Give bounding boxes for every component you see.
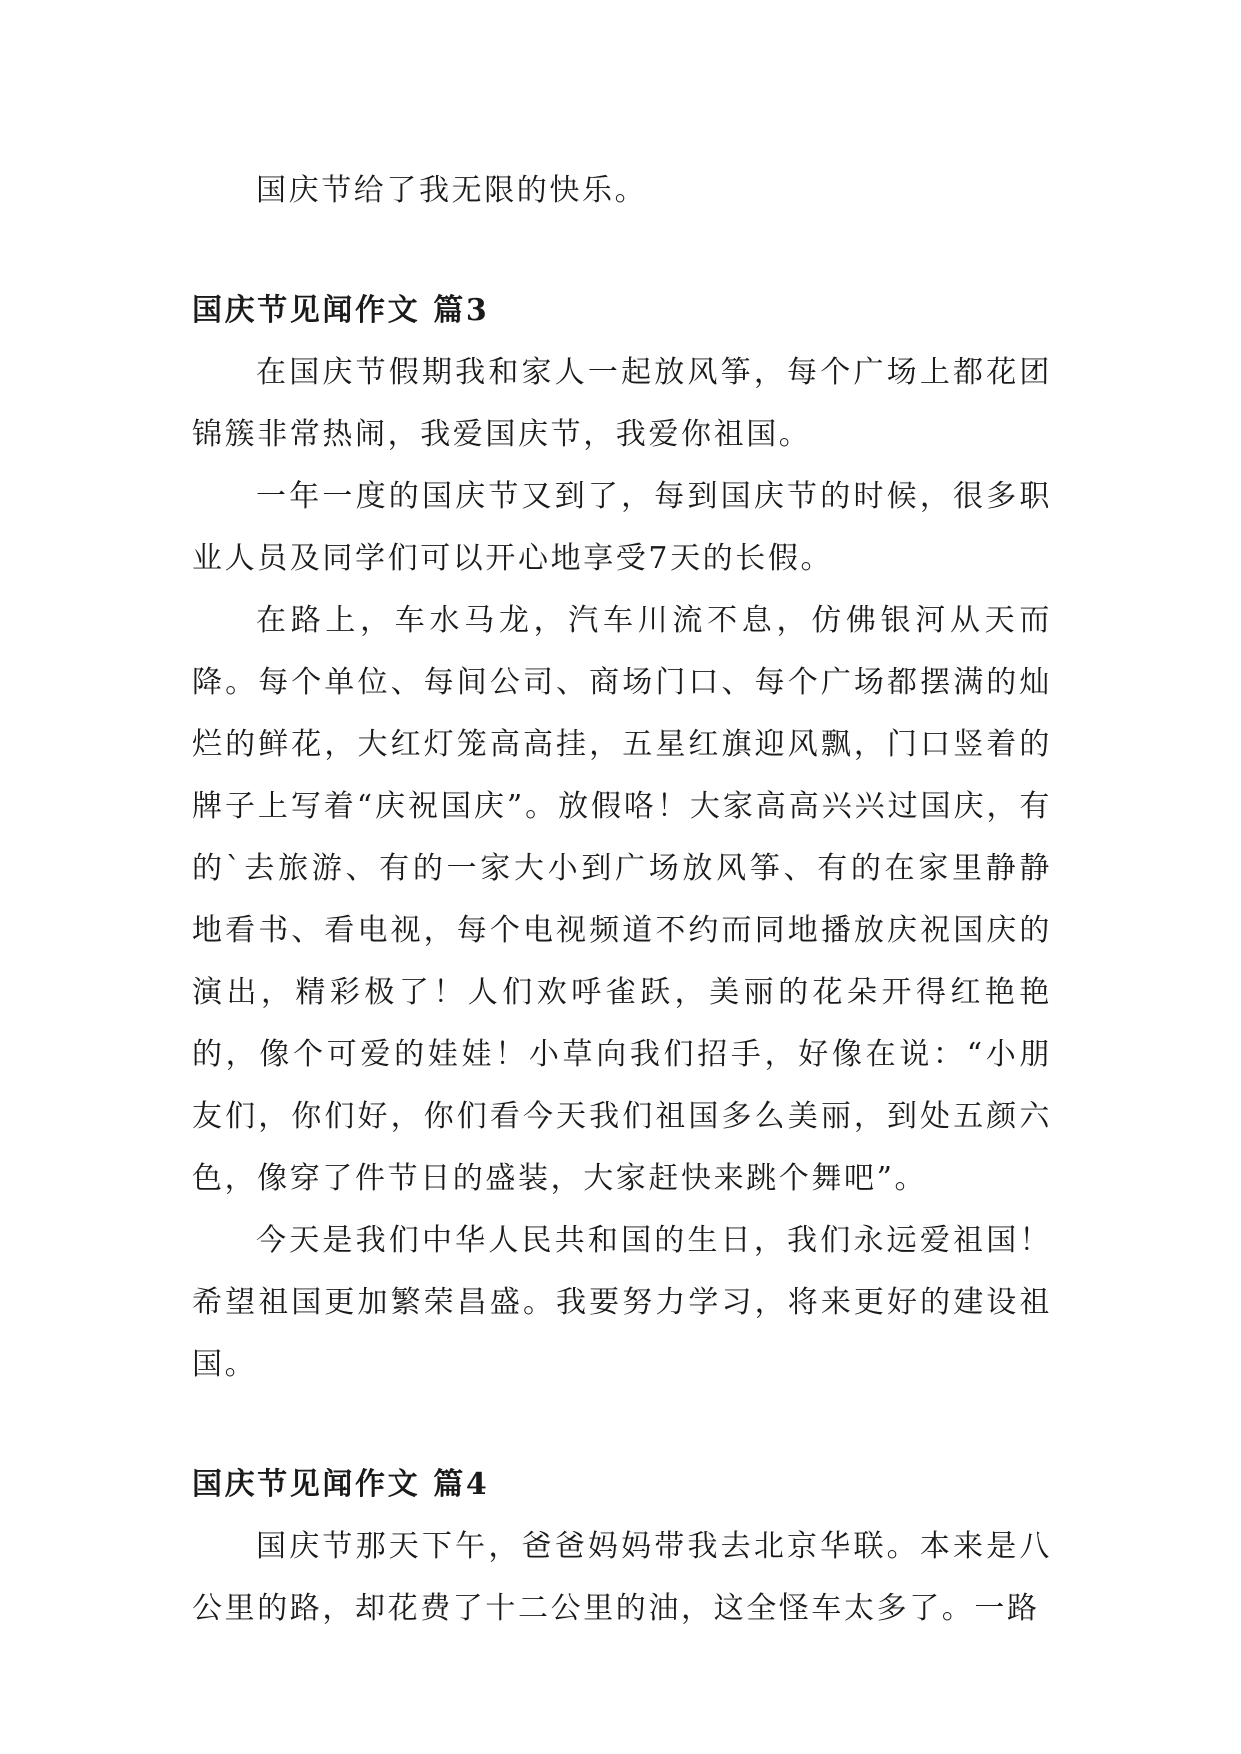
section4-paragraph-1: 国庆节那天下午，爸爸妈妈带我去北京华联。本来是八公里的路，却花费了十二公里的油，这全怪车太多了。一路 <box>192 1529 1052 1626</box>
paragraph-intro: 国庆节给了我无限的快乐。 <box>256 173 648 208</box>
section-gap <box>192 222 1052 280</box>
section3-paragraph-3: 在路上，车水马龙，汽车川流不息，仿佛银河从天而降。每个单位、每间公司、商场门口、每个广场都摆满的灿烂的鲜花，大红灯笼高高挂，五星红旗迎风飘，门口竖着的牌子上写着“庆祝国庆”。放假咯！大家高高兴兴过国庆，有的`去旅游、有的一家大小到广场放风筝、有的在家里静静地看书、看电视，每个电视频道不约而同地播放庆祝国庆的演出，精彩极了！人们欢呼雀跃，美丽的花朵开得红艳艳的，像个可爱的娃娃！小草向我们招手，好像在说：“小朋友们，你们好，你们看今天我们祖国多么美丽，到处五颜六色，像穿了件节日的盛装，大家赶快来跳个舞吧”。 <box>192 603 1052 1196</box>
section3-paragraph-2: 一年一度的国庆节又到了，每到国庆节的时候，很多职业人员及同学们可以开心地享受7天的长假。 <box>192 479 1052 576</box>
section-gap <box>192 1396 1052 1454</box>
document-body <box>192 160 1052 1640</box>
section-heading-4: 国庆节见闻作文 篇4 <box>192 1467 490 1502</box>
section-heading-3: 国庆节见闻作文 篇3 <box>192 293 490 328</box>
section3-paragraph-4: 今天是我们中华人民共和国的生日，我们永远爱祖国！希望祖国更加繁荣昌盛。我要努力学习，将来更好的建设祖国。 <box>192 1223 1052 1382</box>
section3-paragraph-1: 在国庆节假期我和家人一起放风筝，每个广场上都花团锦簇非常热闹，我爱国庆节，我爱你祖国。 <box>192 355 1052 452</box>
